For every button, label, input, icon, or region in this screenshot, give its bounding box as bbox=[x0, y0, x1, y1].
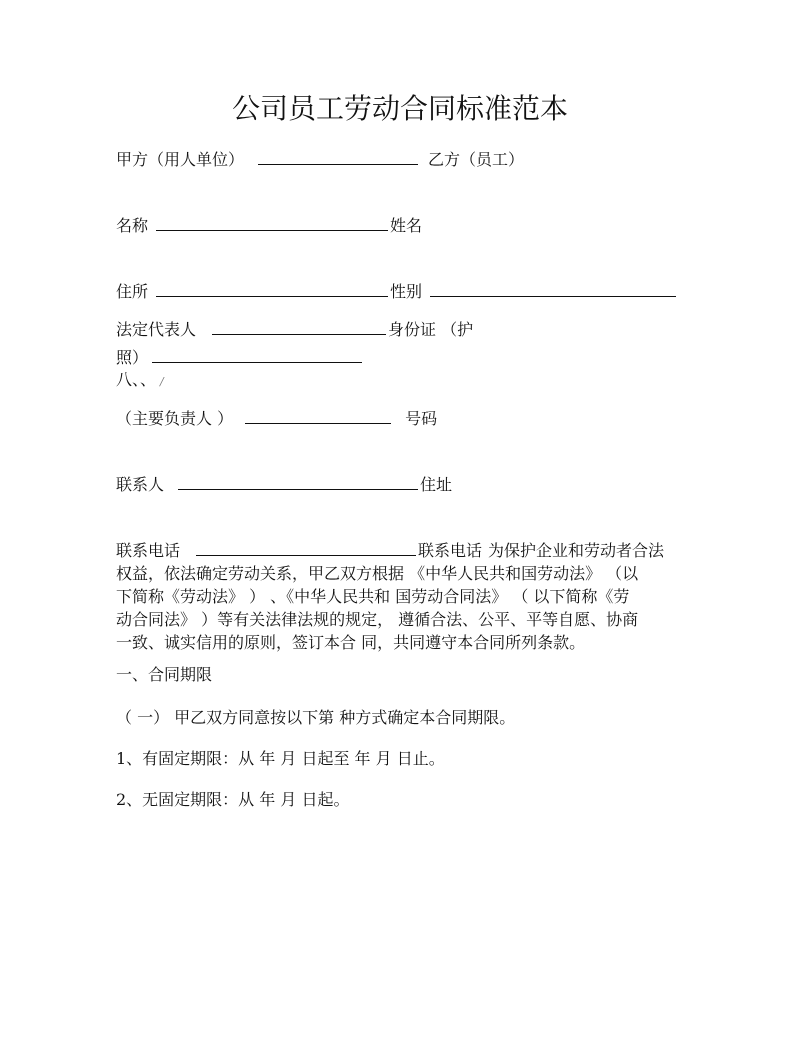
principal-line bbox=[116, 407, 437, 430]
contact-blank[interactable] bbox=[178, 473, 418, 490]
name-label: 名称 bbox=[116, 216, 149, 235]
contact-label: 联系人 bbox=[116, 475, 165, 494]
passport-label: 照） bbox=[116, 348, 149, 367]
principal-blank[interactable] bbox=[245, 407, 391, 424]
preamble-text-4: 动合同法》 ）等有关法律法规的规定， 遵循合法、公平、平等自愿、协商 bbox=[116, 610, 639, 629]
preamble-text-1: 为保护企业和劳动者合法 bbox=[488, 541, 665, 560]
preamble-first-line bbox=[116, 539, 688, 562]
preamble-paragraph bbox=[116, 539, 688, 654]
id-card-label: 身份证 （护 bbox=[388, 320, 474, 339]
legal-rep-line bbox=[116, 318, 473, 341]
number-label: 号码 bbox=[405, 409, 438, 428]
term-item-2: 2、无固定期限：从 年 月 日起。 bbox=[116, 790, 350, 809]
section1-heading: 一、合同期限 bbox=[116, 665, 213, 684]
residence-label: 住址 bbox=[420, 475, 453, 494]
legal-rep-blank[interactable] bbox=[212, 318, 386, 335]
stray-line bbox=[116, 369, 164, 393]
party-line bbox=[116, 148, 524, 171]
preamble-text-5: 一致、诚实信用的原则，签订本合 同，共同遵守本合同所列条款。 bbox=[116, 633, 586, 652]
contact-line bbox=[116, 473, 452, 496]
party-b-label: 乙方（员工） bbox=[428, 150, 525, 169]
id-number-blank[interactable] bbox=[152, 346, 362, 363]
phone-blank[interactable] bbox=[196, 539, 416, 556]
employee-name-label: 姓名 bbox=[390, 216, 423, 235]
party-a-blank[interactable] bbox=[258, 148, 418, 165]
name-blank[interactable] bbox=[156, 214, 388, 231]
legal-rep-label: 法定代表人 bbox=[116, 320, 197, 339]
preamble-text-3: 下简称《劳动法》 ） 、《中华人民共和 国劳动合同法》 （ 以下简称《劳 bbox=[116, 587, 630, 606]
principal-label: （主要负责人 ） bbox=[116, 409, 234, 428]
clause-1: （ 一） 甲乙双方同意按以下第 种方式确定本合同期限。 bbox=[116, 708, 516, 727]
term-item-1: 1、有固定期限：从 年 月 日起至 年 月 日止。 bbox=[116, 749, 445, 768]
phone-label-b: 联系电话 bbox=[418, 541, 483, 560]
party-a-label: 甲方（用人单位） bbox=[116, 150, 245, 169]
address-blank[interactable] bbox=[156, 280, 388, 297]
address-label: 住所 bbox=[116, 282, 149, 301]
address-line bbox=[116, 280, 680, 303]
gender-label: 性别 bbox=[390, 282, 423, 301]
stray-characters: 八、、 bbox=[116, 370, 157, 389]
phone-label: 联系电话 bbox=[116, 541, 181, 560]
name-line bbox=[116, 214, 422, 237]
passport-line bbox=[116, 346, 366, 369]
document-title: 公司员工劳动合同标准范本 bbox=[231, 92, 568, 125]
stray-mark: / bbox=[160, 375, 164, 388]
preamble-text-2: 权益，依法确定劳动关系，甲乙双方根据 《中华人民共和国劳动法》 （以 bbox=[116, 564, 639, 583]
gender-blank[interactable] bbox=[430, 280, 676, 297]
